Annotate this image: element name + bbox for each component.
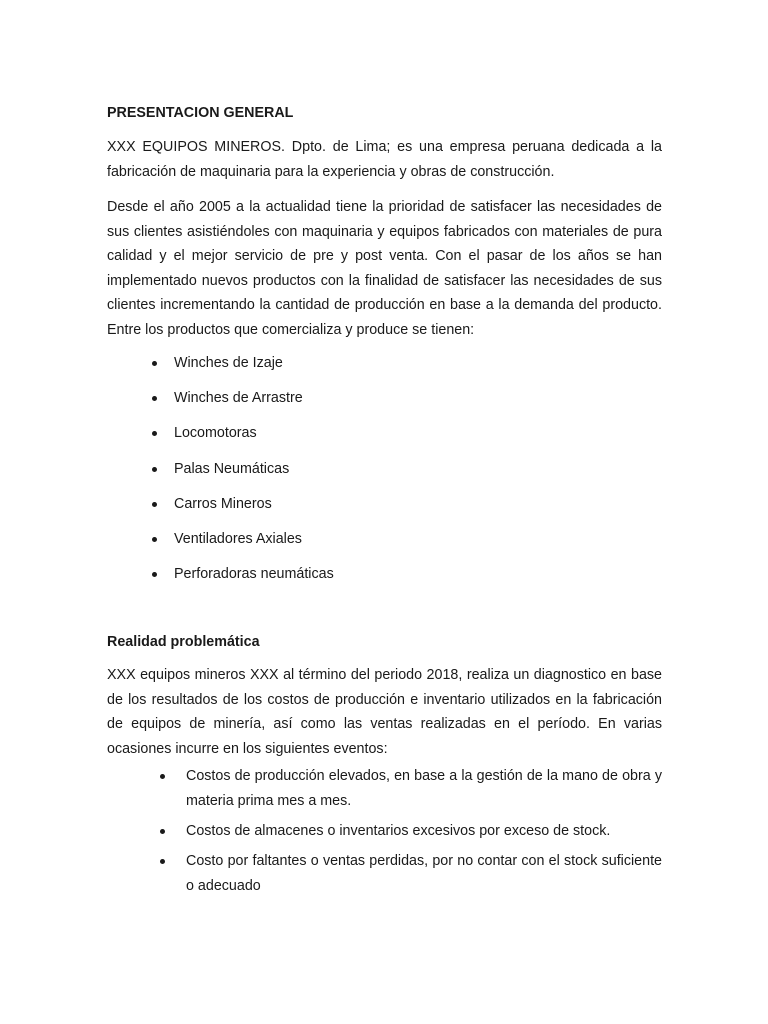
list-item: Perforadoras neumáticas bbox=[152, 562, 334, 597]
section-heading-presentacion: PRESENTACION GENERAL bbox=[107, 105, 294, 121]
history-paragraph: Desde el año 2005 a la actualidad tiene la prioridad de satisfacer las necesidades de sus clientes asistiéndoles con maquinaria y equipos fabricados con materiales de pura calidad y el mejor servicio de pre y post venta. Con el pasar de los años se han implementado nuevos productos con la finalidad de satisfacer las necesidades de sus clientes incrementando la cantidad de producción en base a la demanda del producto. Entre los productos que comercializa y produce se tienen: bbox=[107, 199, 662, 338]
list-item: Winches de Arrastre bbox=[152, 386, 334, 421]
events-list bbox=[160, 764, 662, 904]
list-item: Locomotoras bbox=[152, 421, 334, 456]
intro-paragraph: XXX EQUIPOS MINEROS. Dpto. de Lima; es una empresa peruana dedicada a la fabricación de maquinaria para la experiencia y obras de construcción. bbox=[107, 139, 662, 180]
products-list bbox=[152, 351, 334, 597]
list-item: Palas Neumáticas bbox=[152, 457, 334, 492]
list-item: Ventiladores Axiales bbox=[152, 527, 334, 562]
list-item: Winches de Izaje bbox=[152, 351, 334, 386]
section-heading-realidad: Realidad problemática bbox=[107, 634, 260, 650]
list-item: Carros Mineros bbox=[152, 492, 334, 527]
list-item: Costos de almacenes o inventarios excesivos por exceso de stock. bbox=[160, 819, 662, 844]
list-item: Costo por faltantes o ventas perdidas, por no contar con el stock suficiente o adecuado bbox=[160, 849, 662, 899]
list-item: Costos de producción elevados, en base a la gestión de la mano de obra y materia prima mes a mes. bbox=[160, 764, 662, 814]
problem-paragraph: XXX equipos mineros XXX al término del periodo 2018, realiza un diagnostico en base de los resultados de los costos de producción e inventario utilizados en la fabricación de equipos de minería, así como las ventas realizadas en el período. En varias ocasiones incurre en los siguientes eventos: bbox=[107, 667, 662, 757]
